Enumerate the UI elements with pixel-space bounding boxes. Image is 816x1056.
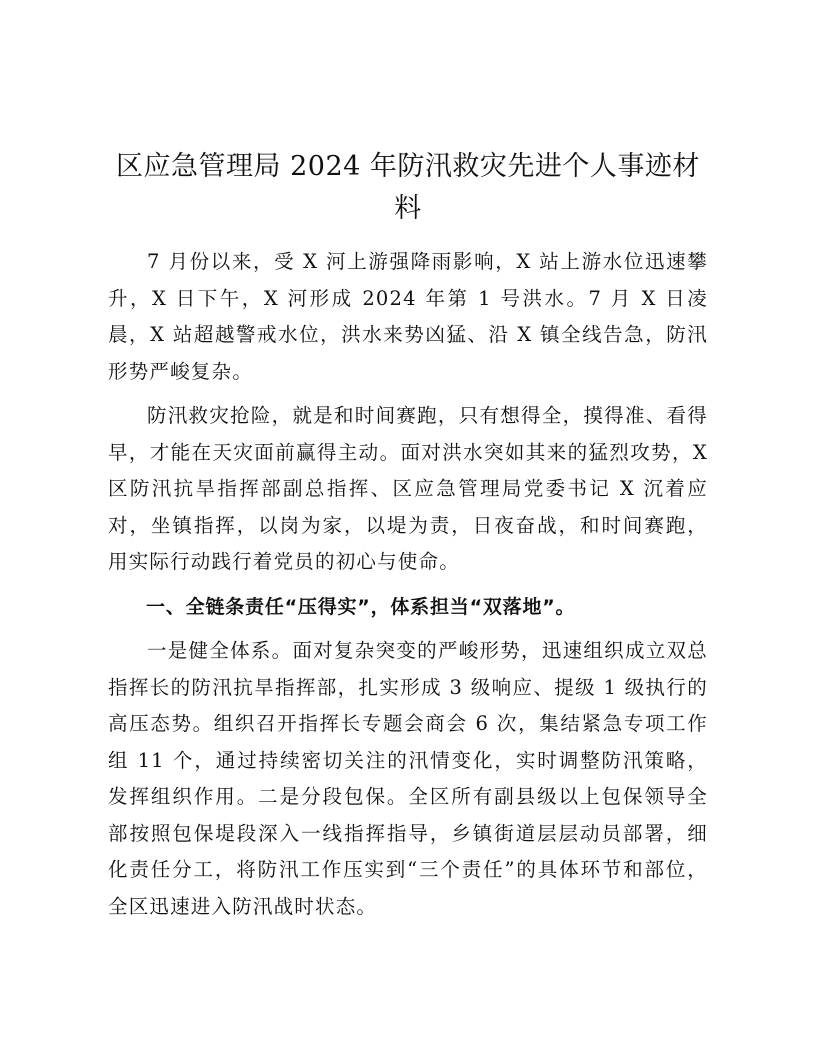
paragraph-race-against-time: 防汛救灾抢险，就是和时间赛跑，只有想得全，摸得准、看得早，才能在天灾面前赢得主动。面对洪水突如其来的猛烈攻势，X 区防汛抗旱指挥部副总指挥、区应急管理局党委书记 X 沉着应对，坐镇指挥，以岗为家，以堤为责，日夜奋战，和时间赛跑，用实际行动践行着党员的初心与使命。 <box>108 404 708 573</box>
document-body <box>108 244 708 933</box>
paragraph-flood-background: 7 月份以来，受 X 河上游强降雨影响，X 站上游水位迅速攀升，X 日下午，X 河形成 2024 年第 1 号洪水。7 月 X 日凌晨，X 站超越警戒水位，洪水来势凶猛、沿 X 镇全线告急，防汛形势严峻复杂。 <box>108 250 708 383</box>
paragraph-system-responsibility: 一是健全体系。面对复杂突变的严峻形势，迅速组织成立双总指挥长的防汛抗旱指挥部，扎实形成 3 级响应、提级 1 级执行的高压态势。组织召开指挥长专题会商会 6 次，集结紧急专项工作组 11 个，通过持续密切关注的汛情变化，实时调整防汛策略，发挥组织作用。二是分段包保。全区所有副县级以上包保领导全部按照包保堤段深入一线指挥指导，乡镇街道层层动员部署，细化责任分工，将防汛工作压实到“三个责任”的具体环节和部位，全区迅速进入防汛战时状态。 <box>108 639 708 918</box>
section-heading-1: 一、全链条责任“压得实”，体系担当“双落地”。 <box>146 595 576 618</box>
document-title: 区应急管理局 2024 年防汛救灾先进个人事迹材料 <box>116 151 700 224</box>
